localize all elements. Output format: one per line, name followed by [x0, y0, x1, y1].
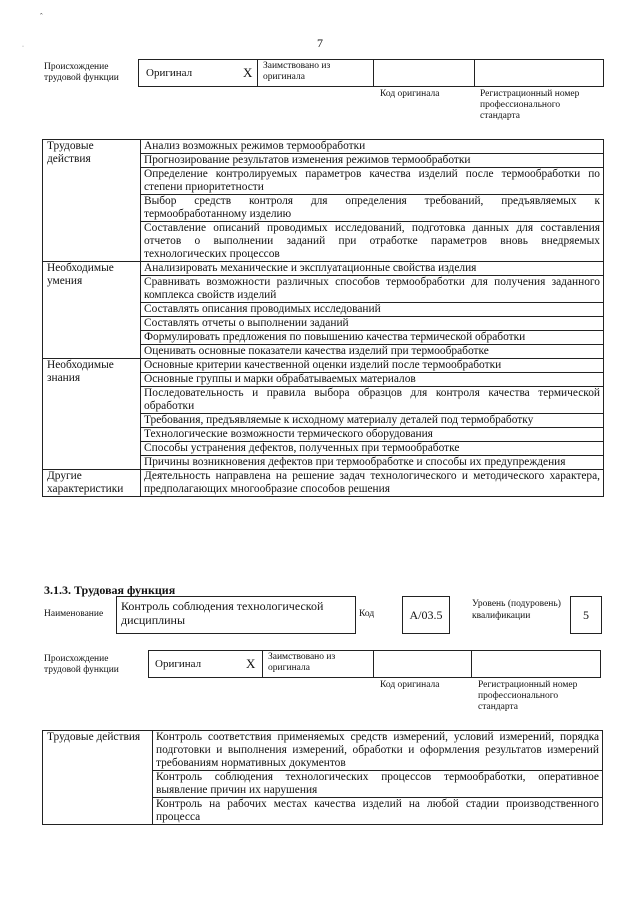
- table-cell: Сравнивать возможности различных способов термообработки для получения заданного комплекса свойств изделий: [141, 276, 604, 303]
- section-heading: 3.1.3. Трудовая функция: [44, 583, 176, 597]
- corner-mark: ˆ: [40, 12, 43, 21]
- table-cell: Деятельность направлена на решение задач технологического и методического характера, предполагающих многообразие способов решения: [141, 470, 604, 497]
- origin-label: Происхождение трудовой функции: [44, 654, 119, 675]
- borrowed-label: Заимствовано из оригинала: [263, 61, 331, 82]
- table-cell: Основные критерии качественной оценки изделий после термообработки: [141, 359, 604, 373]
- table-cell: Определение контролируемых параметров качества изделий после термообработки по степени приоритетности: [141, 168, 604, 195]
- table-cell: Формулировать предложения по повышению качества термической обработки: [141, 331, 604, 345]
- table-cell: Составлять описания проводимых исследований: [141, 303, 604, 317]
- original-code-box: [373, 59, 475, 87]
- original-check-mark: X: [243, 65, 253, 80]
- reg-number-box: [474, 59, 604, 87]
- name-label: Наименование: [44, 609, 104, 619]
- table-cell: Анализ возможных режимов термообработки: [141, 140, 604, 154]
- row-label-knowledge: Необходимые знания: [43, 359, 141, 470]
- row-label-actions: Трудовые действия: [43, 731, 153, 825]
- table-cell: Составлять отчеты о выполнении заданий: [141, 317, 604, 331]
- original-code-box: [373, 650, 472, 678]
- table-cell: Составление описаний проводимых исследований, подготовка данных для составления отчетов о выполнении заданий при отработке параметров вновь внедряемых технологических процессов: [141, 222, 604, 262]
- original-code-label: Код оригинала: [380, 89, 440, 99]
- table-cell: Контроль соблюдения технологических процессов термообработки, оперативное выявление причин их нарушения: [153, 771, 603, 798]
- original-label: Оригинал: [155, 658, 202, 670]
- table-cell: Требования, предъявляемые к исходному материалу деталей под термобработку: [141, 414, 604, 428]
- table-cell: Причины возникновения дефектов при термообработке и способы их предупреждения: [141, 456, 604, 470]
- level-label: Уровень (подуровень) квалификации: [472, 599, 561, 621]
- table-cell: Способы устранения дефектов, полученных при термообработке: [141, 442, 604, 456]
- level-value: 5: [570, 596, 602, 634]
- table-cell: Контроль соответствия применяемых средств измерений, условий измерений, порядка подготовки и выполнения измерений, обработки и оформления результатов измерений требованиям нормативных документов: [153, 731, 603, 771]
- table-cell: Прогнозирование результатов изменения режимов термообработки: [141, 154, 604, 168]
- row-label-other: Другие характеристики: [43, 470, 141, 497]
- table-cell: Выбор средств контроля для определения требований, предъявляемых к термообработанному изделию: [141, 195, 604, 222]
- original-label: Оригинал: [146, 67, 193, 79]
- work-function-table-1: [42, 139, 604, 497]
- table-cell: Основные группы и марки обрабатываемых материалов: [141, 373, 604, 387]
- work-function-table-2: [42, 730, 603, 825]
- table-cell: Оценивать основные показатели качества изделий при термообработке: [141, 345, 604, 359]
- table-cell: Контроль на рабочих местах качества изделий на любой стадии производственного процесса: [153, 798, 603, 825]
- original-check-mark: X: [246, 656, 256, 671]
- margin-dot: ·: [22, 44, 24, 50]
- table-cell: Технологические возможности термического оборудования: [141, 428, 604, 442]
- table-cell: Анализировать механические и эксплуатационные свойства изделия: [141, 262, 604, 276]
- reg-number-box: [471, 650, 601, 678]
- page-number: 7: [317, 36, 323, 50]
- code-label: Код: [359, 609, 375, 619]
- code-value: А/03.5: [402, 596, 450, 634]
- row-label-actions: Трудовые действия: [43, 140, 141, 262]
- origin-label: Происхождение трудовой функции: [44, 62, 119, 83]
- reg-number-label: Регистрационный номер профессионального стандарта: [480, 89, 580, 121]
- row-label-skills: Необходимые умения: [43, 262, 141, 359]
- table-cell: Последовательность и правила выбора образцов для контроля качества термической обработки: [141, 387, 604, 414]
- original-code-label: Код оригинала: [380, 680, 440, 690]
- name-value: Контроль соблюдения технологической дисциплины: [116, 596, 356, 634]
- reg-number-label: Регистрационный номер профессионального стандарта: [478, 680, 578, 712]
- borrowed-label: Заимствовано из оригинала: [268, 652, 336, 673]
